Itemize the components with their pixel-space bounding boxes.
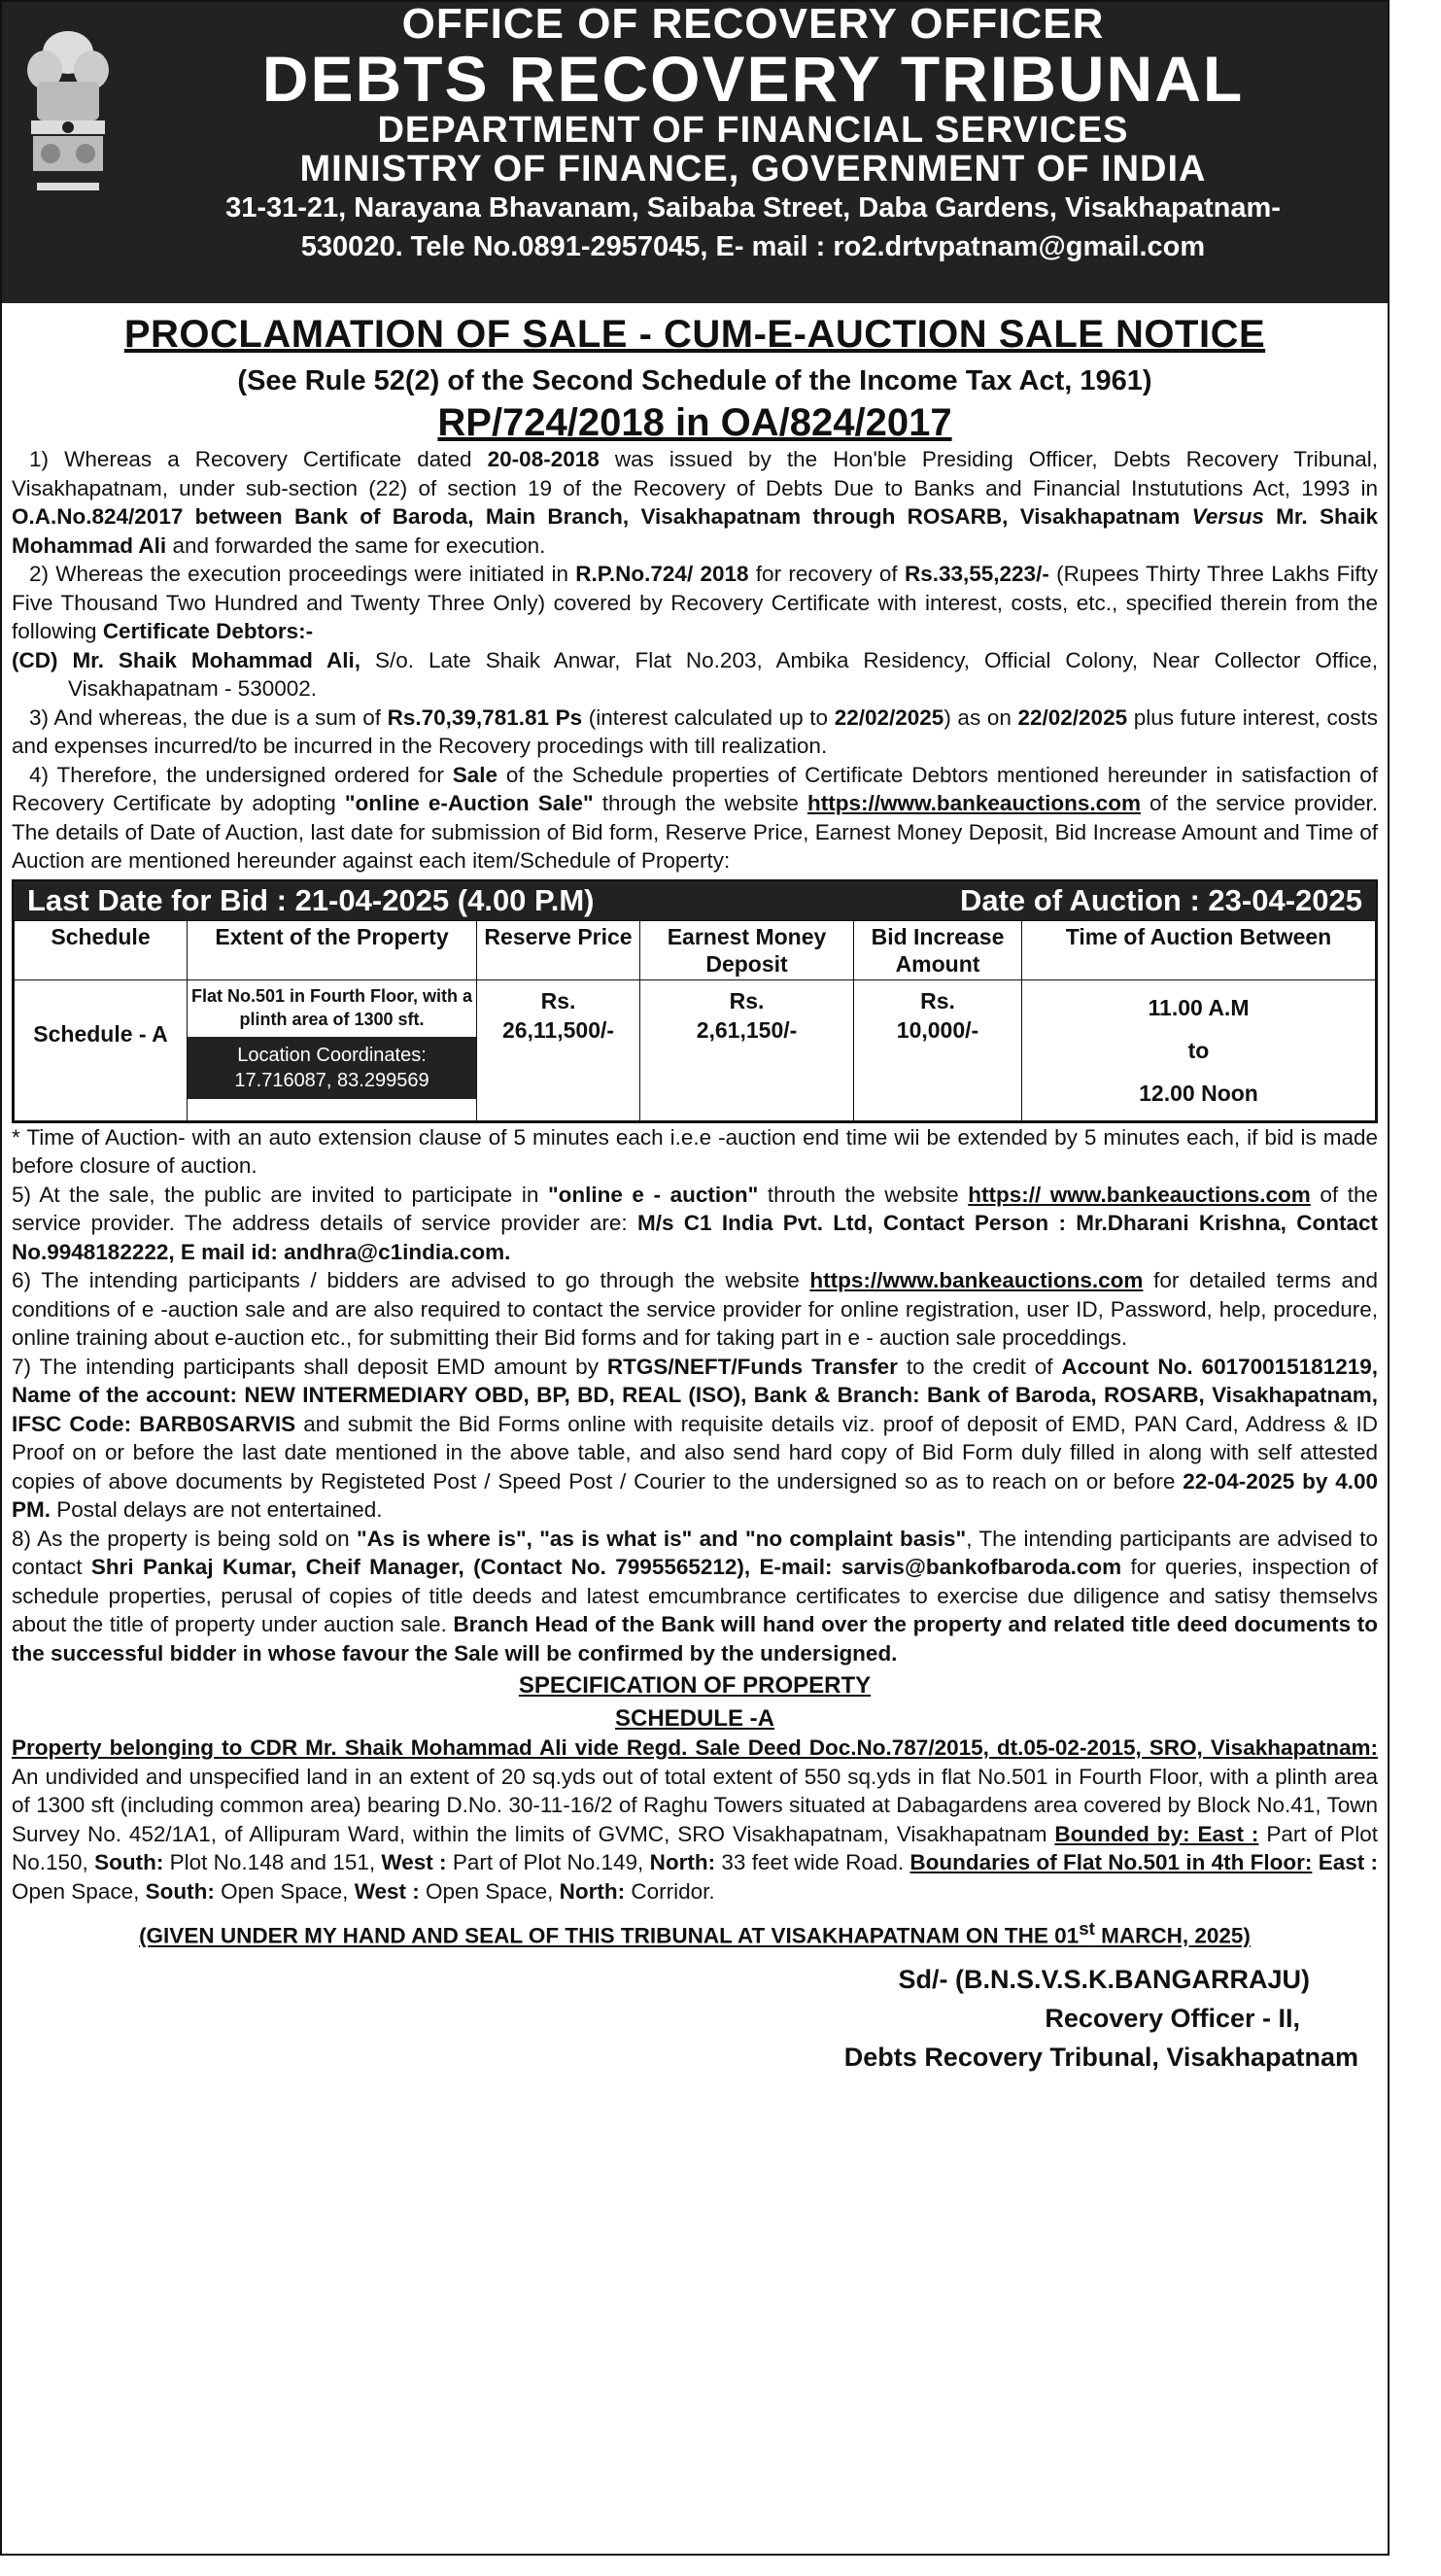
notice-body <box>2 445 1388 876</box>
schedule-heading: SCHEDULE -A <box>614 1705 774 1732</box>
schedule-table <box>14 920 1376 1121</box>
signatory-name: Sd/- (B.N.S.V.S.K.BANGARRAJU) <box>898 1964 1310 1994</box>
notice-body-2 <box>2 1123 1388 1954</box>
table-header: Reserve Price <box>477 920 640 979</box>
paragraph-8: 8) As the property is being sold on "As is where is", "as is what is" and "no complaint basis", The intending participants are advised to contact Shri Pankaj Kumar, Cheif Manager, (Contact No. 7995565212), E-mail: sarvis@bankofbaroda.com for queries, inspection of schedule properties, perusal of copies of title deeds and latest emcumbrance certificates to exercise due diligence and satisy themselvs about the title of property under auction sale. Branch Head of the Bank will hand over the property and related title deed documents to the successful bidder in whose favour the Sale will be confirmed by the undersigned. <box>12 1526 1378 1666</box>
reserve-price-cell: Rs. 26,11,500/- <box>477 979 640 1120</box>
auction-date-bar <box>14 881 1376 920</box>
website-link[interactable]: https:// www.bankeauctions.com <box>968 1182 1311 1207</box>
table-header: Time of Auction Between <box>1022 920 1376 979</box>
paragraph-1: 1) Whereas a Recovery Certificate dated 20-08-2018 was issued by the Hon'ble Presiding Officer, Debts Recovery Tribunal, Visakhapatnam, under sub-section (22) of section 19 of the Recovery of Debts Due to Banks and Financial Instututions Act, 1993 in O.A.No.824/2017 between Bank of Baroda, Main Branch, Visakhapatnam through ROSARB, Visakhapatnam Versus Mr. Shaik Mohammad Ali and forwarded the same for execution. <box>12 447 1378 558</box>
header-banner <box>2 2 1388 303</box>
bid-increase-cell: Rs. 10,000/- <box>854 979 1022 1120</box>
extent-text: Flat No.501 in Fourth Floor, with a plinth area of 1300 sft. <box>190 985 472 1029</box>
website-link[interactable]: https://www.bankeauctions.com <box>806 791 1141 815</box>
signature-block <box>2 1960 1388 2077</box>
schedule-description: Property belonging to CDR Mr. Shaik Mohammad Ali vide Regd. Sale Deed Doc.No.787/2015, dt.05-02-2015, SRO, Visakhapatnam: An undivided and unspecified land in an extent of 20 sq.yds out of total extent of 550 sq.yds in flat No.501 in Fourth Floor, with a plinth area of 1300 sft (including common area) bearing D.No. 30-11-16/2 of Raghu Towers situated at Dabagardens area covered by Block No.41, Town Survey No. 452/1A1, of Allipuram Ward, within the limits of GVMC, SRO Visakhapatnam, Visakhapatnam Bounded by: East : Part of Plot No.150, South: Plot No.148 and 151, West : Part of Plot No.149, North: 33 feet wide Road. Boundaries of Flat No.501 in 4th Floor: East : Open Space, South: Open Space, West : Open Space, North: Corridor. <box>12 1735 1378 1904</box>
paragraph-3: 3) And whereas, the due is a sum of Rs.70,39,781.81 Ps (interest calculated up to 22/02/2025) as on 22/02/2025 plus future interest, costs and expenses incurred/to be incurred in the Recovery procedings with till realization. <box>12 704 1378 758</box>
schedule-cell: Schedule - A <box>15 979 188 1120</box>
auction-details <box>12 879 1378 1123</box>
table-header: Bid Increase Amount <box>854 920 1022 979</box>
office-title: OFFICE OF RECOVERY OFFICER <box>401 0 1105 48</box>
last-date-for-bid: Last Date for Bid : 21-04-2025 (4.00 P.M) <box>27 882 595 917</box>
case-number: RP/724/2018 in OA/824/2017 <box>437 401 952 444</box>
notice-title: PROCLAMATION OF SALE - CUM-E-AUCTION SALE NOTICE <box>123 313 1266 356</box>
signatory-office: Debts Recovery Tribunal, Visakhapatnam <box>843 2042 1358 2072</box>
table-header: Extent of the Property <box>188 920 477 979</box>
ministry-title: MINISTRY OF FINANCE, GOVERNMENT OF INDIA <box>299 149 1207 189</box>
extent-cell <box>188 979 477 1120</box>
time-of-auction-cell: 11.00 A.M to 12.00 Noon <box>1022 979 1376 1120</box>
auction-note: * Time of Auction- with an auto extension clause of 5 minutes each i.e.e -auction end time wii be extended by 5 minutes each, if bid is made before closure of auction. <box>12 1124 1378 1178</box>
table-row <box>15 979 1376 1120</box>
address-line-1: 31-31-21, Narayana Bhavanam, Saibaba Street, Daba Gardens, Visakhapatnam- <box>225 192 1281 223</box>
national-emblem-icon <box>16 14 120 208</box>
tribunal-title: DEBTS RECOVERY TRIBUNAL <box>261 43 1245 115</box>
signatory-designation: Recovery Officer - II, <box>1045 2003 1300 2033</box>
given-under-seal: (GIVEN UNDER MY HAND AND SEAL OF THIS TRIBUNAL AT VISAKHAPATNAM ON THE 01st MARCH, 2025) <box>139 1918 1251 1948</box>
table-header: Schedule <box>15 920 188 979</box>
table-header: Earnest Money Deposit <box>640 920 854 979</box>
location-coordinates: Location Coordinates: 17.716087, 83.299569 <box>188 1037 476 1099</box>
specification-heading: SPECIFICATION OF PROPERTY <box>518 1672 872 1699</box>
website-link[interactable]: https://www.bankeauctions.com <box>809 1268 1144 1292</box>
paragraph-6: 6) The intending participants / bidders are advised to go through the website https://www.bankeauctions.com for detailed terms and conditions of e -auction sale and are also required to contact the service provider for online registration, user ID, Password, help, procedure, online training about e-auction etc., for submitting their Bid forms and for taking part in e - auction sale proceddings. <box>12 1268 1378 1350</box>
paragraph-2: 2) Whereas the execution proceedings were initiated in R.P.No.724/ 2018 for recovery of Rs.33,55,223/- (Rupees Thirty Three Lakhs Fifty Five Thousand Two Hundred and Twenty Three Only) covered by Recovery Certificate with interest, costs, etc., specified therein from the following Certificate Debtors:- <box>12 562 1379 643</box>
paragraph-5: 5) At the sale, the public are invited to participate in "online e - auction" throuth the website https:// www.bankeauctions.com of the service provider. The address details of service provider are: M/s C1 India Pvt. Ltd, Contact Person : Mr.Dharani Krishna, Contact No.9948182222, E mail id: andhra@c1india.com. <box>12 1182 1378 1264</box>
address-line-2: 530020. Tele No.0891-2957045, E- mail : ro2.drtvpatnam@gmail.com <box>300 231 1206 262</box>
date-of-auction: Date of Auction : 23-04-2025 <box>959 882 1362 917</box>
table-header-row <box>15 920 1376 979</box>
department-title: DEPARTMENT OF FINANCIAL SERVICES <box>377 110 1129 151</box>
paragraph-7: 7) The intending participants shall deposit EMD amount by RTGS/NEFT/Funds Transfer to the credit of Account No. 60170015181219, Name of the account: NEW INTERMEDIARY OBD, BP, BD, REAL (ISO), Bank & Branch: Bank of Baroda, ROSARB, Visakhapatnam, IFSC Code: BARB0SARVIS and submit the Bid Forms online with requisite details viz. proof of deposit of EMD, PAN Card, Address & ID Proof on or before the last date mentioned in the above table, and also send hard copy of Bid Form duly filled in along with self attested copies of above documents by Registeted Post / Speed Post / Courier to the undersigned so as to reach on or before 22-04-2025 by 4.00 PM. Postal delays are not entertained. <box>12 1354 1378 1522</box>
paragraph-4: 4) Therefore, the undersigned ordered for Sale of the Schedule properties of Certificate Debtors mentioned hereunder in satisfaction of Recovery Certificate by adopting "online e-Auction Sale" through the website https://www.bankeauctions.com of the service provider. The details of Date of Auction, last date for submission of Bid form, Reserve Price, Earnest Money Deposit, Bid Increase Amount and Time of Auction are mentioned hereunder against each item/Schedule of Property: <box>12 762 1379 873</box>
notice-subtitle: (See Rule 52(2) of the Second Schedule of the Income Tax Act, 1961) <box>237 365 1152 396</box>
certificate-debtor: (CD) Mr. Shaik Mohammad Ali, S/o. Late Shaik Anwar, Flat No.203, Ambika Residency, Official Colony, Near Collector Office, Visakhapatnam - 530002. <box>12 647 1378 701</box>
emd-cell: Rs. 2,61,150/- <box>640 979 854 1120</box>
